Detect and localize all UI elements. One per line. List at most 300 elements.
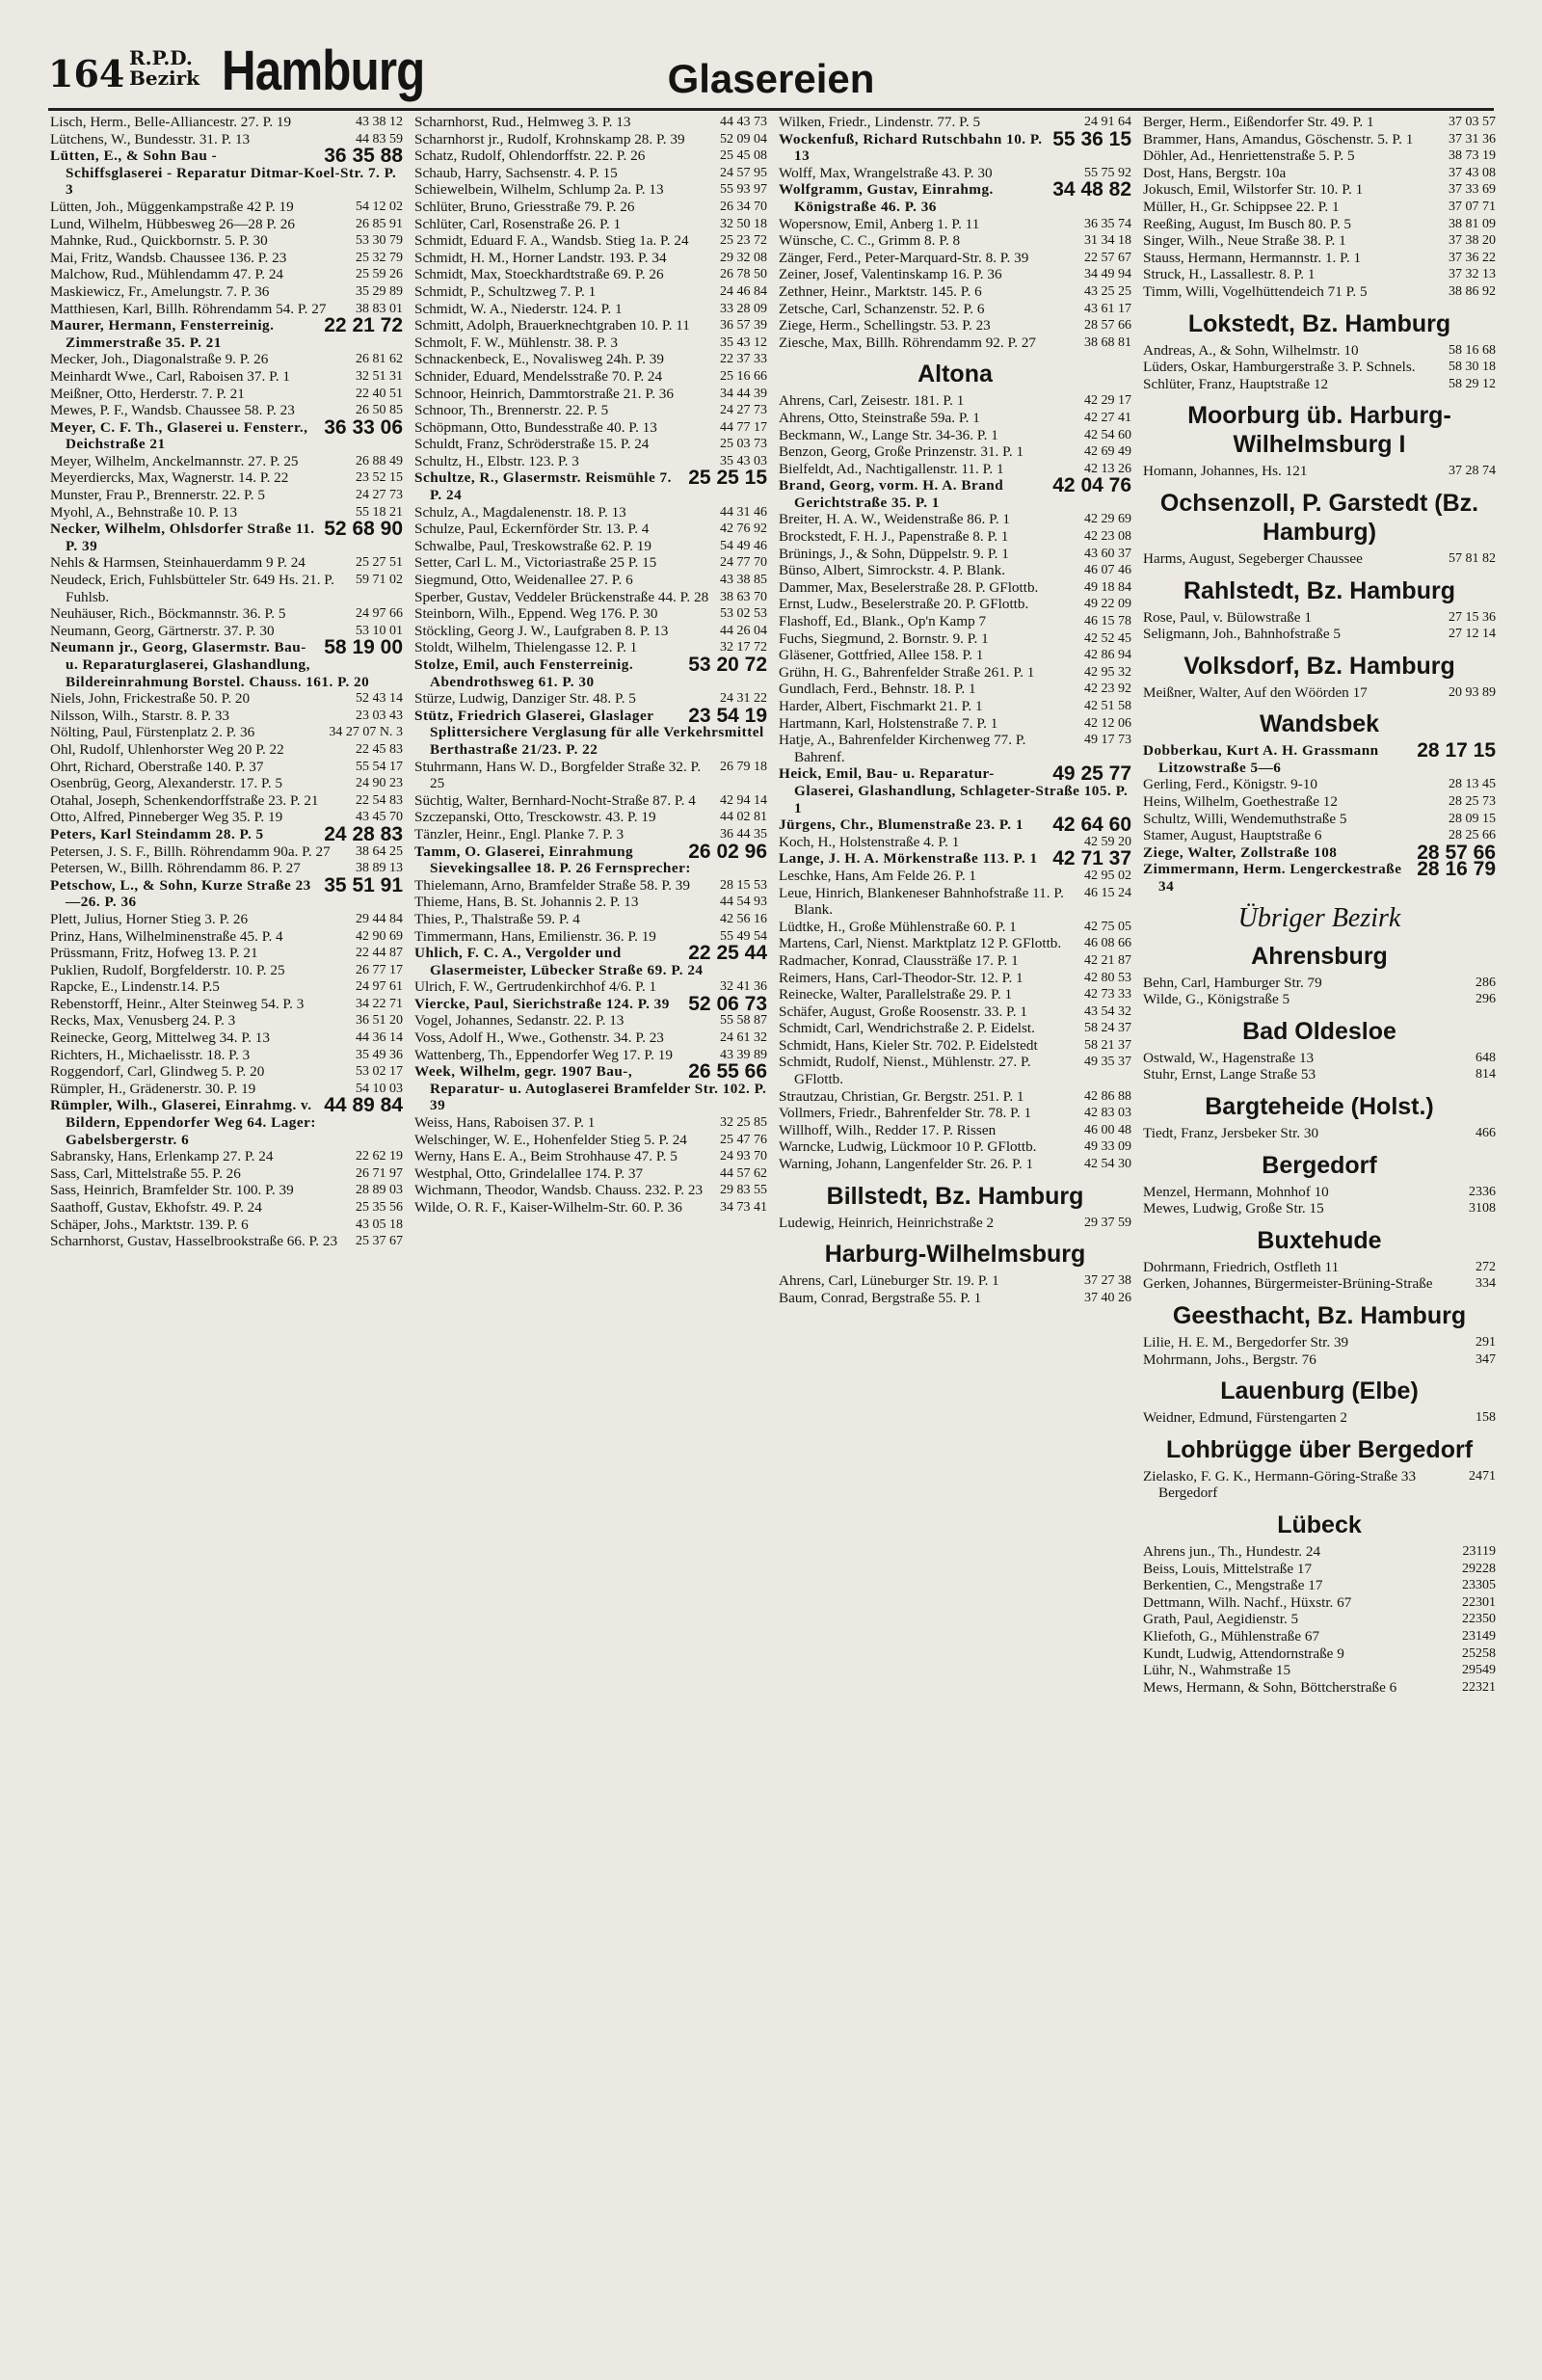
phone-number: 42 52 45 [1084, 630, 1131, 646]
listing-entry [1143, 376, 1496, 393]
entry-text: Sperber, Gustav, Veddeler Brückenstraße 44. P. 28 [414, 588, 709, 605]
phone-number: 24 90 23 [356, 776, 403, 791]
phone-number: 22 40 51 [356, 386, 403, 401]
listing-entry [1143, 266, 1496, 283]
entry-text: Gundlach, Ferd., Behnstr. 18. P. 1 [779, 681, 976, 698]
section-heading: Lauenburg (Elbe) [1220, 1377, 1419, 1405]
entry-text: Zimmermann, Herm. Lengerckestraße 34 [1143, 861, 1402, 896]
entry-text: Stamer, August, Hauptstraße 6 [1143, 827, 1322, 844]
listing-entry [1143, 1125, 1496, 1142]
listing-entry [414, 623, 767, 640]
entry-text: Leschke, Hans, Am Felde 26. P. 1 [779, 867, 977, 884]
entry-text: Brammer, Hans, Amandus, Göschenstr. 5. P. 1 [1143, 130, 1414, 147]
entry-text: Beiss, Louis, Mittelstraße 17 [1143, 1560, 1313, 1577]
entry-text: Baum, Conrad, Bergstraße 55. P. 1 [779, 1289, 982, 1306]
entry-text: Zethner, Heinr., Marktstr. 145. P. 6 [779, 282, 982, 300]
entry-text: Wilde, G., Königstraße 5 [1143, 991, 1290, 1008]
phone-number: 23 52 15 [356, 470, 403, 486]
listing-entry [414, 386, 767, 403]
listing-entry [50, 1217, 403, 1234]
entry-text: Stolze, Emil, auch Fensterreinig. Abendrothsweg 61. P. 30 [414, 656, 634, 690]
entry-text: Lund, Wilhelm, Hübbesweg 26—28 P. 26 [50, 215, 295, 232]
listing-entry [1143, 1050, 1496, 1067]
listing-entry [50, 572, 403, 605]
entry-text: Heick, Emil, Bau- u. Reparatur-Glaserei, Glashandlung, Schlageter-Straße 105. P. 1 [779, 765, 1129, 816]
entry-text: Reinecke, Walter, Parallelstraße 29. P. 1 [779, 986, 1013, 1003]
entry-text: Reimers, Hans, Carl-Theodor-Str. 12. P. 1 [779, 969, 1024, 986]
listing-entry [50, 843, 403, 861]
listing-entry [414, 1165, 767, 1183]
entry-text: Schultz, Willi, Wendemuthstraße 5 [1143, 810, 1347, 827]
phone-number: 58 16 68 [1449, 342, 1496, 358]
listing-entry [414, 317, 767, 334]
entry-text: Rümpler, Wilh., Glaserei, Einrahmg. v. Bildern, Eppendorfer Weg 64. Lager: Gabelsbergerstr. 6 [50, 1097, 316, 1148]
phone-number: 28 25 66 [1449, 828, 1496, 843]
listing-entry [414, 283, 767, 301]
entry-text: Schäper, Johs., Marktstr. 139. P. 6 [50, 1216, 249, 1233]
entry-text: Singer, Wilh., Neue Straße 38. P. 1 [1143, 232, 1346, 250]
entry-text: Myohl, A., Behnstraße 10. P. 13 [50, 503, 238, 521]
entry-text: Stoldt, Wilhelm, Thielengasse 12. P. 1 [414, 639, 638, 656]
listing-entry [779, 127, 1131, 165]
listing-entry [1143, 1561, 1496, 1578]
entry-text: Schulz, A., Magdalenenstr. 18. P. 13 [414, 503, 626, 521]
listing-entry [414, 605, 767, 623]
listing-entry [50, 1148, 403, 1165]
entry-text: Niels, John, Frickestraße 50. P. 20 [50, 690, 251, 708]
listing-entry [1143, 232, 1496, 250]
entry-text: Behn, Carl, Hamburger Str. 79 [1143, 974, 1322, 991]
phone-number: 34 22 71 [356, 996, 403, 1011]
listing-entry [1143, 1334, 1496, 1351]
listing-entry [414, 368, 767, 386]
phone-number: 52 68 90 [324, 518, 403, 541]
entry-text: Schmidt, Eduard F. A., Wandsb. Stieg 1a. P. 24 [414, 232, 689, 250]
listing-entry [50, 518, 403, 554]
entry-text: Schmolt, F. W., Mühlenstr. 38. P. 3 [414, 334, 619, 351]
phone-number: 43 45 70 [356, 810, 403, 825]
entry-text: Thieme, Hans, B. St. Johannis 2. P. 13 [414, 894, 639, 911]
entry-text: Homann, Johannes, Hs. 121 [1143, 463, 1308, 480]
entry-text: Richters, H., Michaelisstr. 18. P. 3 [50, 1046, 251, 1063]
entry-text: Beckmann, W., Lange Str. 34-36. P. 1 [779, 426, 998, 443]
listing-entry [50, 351, 403, 368]
entry-text: Meißner, Walter, Auf den Wöörden 17 [1143, 683, 1368, 701]
listing-entry [50, 759, 403, 776]
phone-number: 24 46 84 [720, 283, 767, 299]
entry-text: Wünsche, C. C., Grimm 8. P. 8 [779, 232, 961, 250]
entry-text: Berkentien, C., Mengstraße 17 [1143, 1577, 1323, 1594]
entry-text: Gerken, Johannes, Bürgermeister-Brüning-Straße [1143, 1275, 1433, 1293]
listing-entry [779, 732, 1131, 765]
phone-number: 36 44 35 [720, 826, 767, 842]
listing-entry [779, 613, 1131, 630]
listing-entry [779, 579, 1131, 597]
listing-entry [50, 114, 403, 131]
listing-entry [779, 868, 1131, 885]
entry-text: Lilie, H. E. M., Bergedorfer Str. 39 [1143, 1333, 1349, 1350]
entry-text: Maskiewicz, Fr., Amelungstr. 7. P. 36 [50, 282, 270, 300]
entry-text: Westphal, Otto, Grindelallee 174. P. 37 [414, 1164, 644, 1182]
phone-number: 158 [1476, 1410, 1496, 1426]
entry-text: Maurer, Hermann, Fensterreinig. Zimmerstraße 35. P. 21 [50, 317, 275, 351]
city-name: Hamburg [222, 40, 425, 102]
phone-number: 25 45 08 [720, 148, 767, 164]
entry-text: Radmacher, Konrad, Claussträße 17. P. 1 [779, 951, 1019, 969]
listing-entry [414, 538, 767, 555]
phone-number: 26 85 91 [356, 216, 403, 231]
entry-text: Lütten, E., & Sohn Bau - Schiffsglaserei - Reparatur Ditmar-Koel-Str. 7. P. 3 [50, 147, 397, 199]
entry-text: Reinecke, Georg, Mittelweg 34. P. 13 [50, 1030, 270, 1047]
phone-number: 28 15 53 [720, 877, 767, 893]
section-heading: Rahlstedt, Bz. Hamburg [1183, 576, 1455, 604]
phone-number: 55 18 21 [356, 504, 403, 520]
phone-number: 33 28 09 [720, 301, 767, 316]
entry-text: Jürgens, Chr., Blumenstraße 23. P. 1 [779, 816, 1024, 834]
phone-number: 37 38 20 [1449, 233, 1496, 249]
entry-text: Meyer, Wilhelm, Anckelmannstr. 27. P. 25 [50, 452, 299, 469]
entry-text: Ahrens, Carl, Lüneburger Str. 19. P. 1 [779, 1272, 999, 1290]
phone-number: 42 71 37 [1052, 847, 1131, 870]
phone-number: 37 36 22 [1449, 250, 1496, 265]
rpd-label: R.P.D. [129, 46, 193, 69]
listing-entry [1143, 858, 1496, 896]
entry-text: Dohrmann, Friedrich, Ostfleth 11 [1143, 1258, 1340, 1275]
phone-number: 28 13 45 [1449, 777, 1496, 792]
phone-number: 55 54 17 [356, 759, 403, 774]
phone-number: 28 57 66 [1417, 841, 1496, 864]
entry-text: Hartmann, Karl, Holstenstraße 7. P. 1 [779, 714, 998, 732]
phone-number: 32 17 72 [720, 640, 767, 655]
listing-entry [50, 199, 403, 216]
entry-text: Roggendorf, Carl, Glindweg 5. P. 20 [50, 1063, 265, 1081]
phone-number: 58 30 18 [1449, 360, 1496, 375]
phone-number: 296 [1476, 992, 1496, 1007]
phone-number: 42 75 05 [1084, 919, 1131, 934]
phone-number: 46 15 24 [1084, 885, 1131, 900]
phone-number: 25 25 15 [688, 467, 767, 490]
entry-text: Schuldt, Franz, Schröderstraße 15. P. 24 [414, 436, 650, 453]
entry-text: Rümpler, H., Grädenerstr. 30. P. 19 [50, 1080, 256, 1097]
entry-text: Wolff, Max, Wrangelstraße 43. P. 30 [779, 164, 993, 181]
phone-number: 37 33 69 [1449, 182, 1496, 198]
listing-entry [779, 952, 1131, 970]
entry-text: Mahnke, Rud., Quickbornstr. 5. P. 30 [50, 232, 268, 250]
entry-text: Plett, Julius, Horner Stieg 3. P. 26 [50, 910, 249, 927]
entry-text: Ludewig, Heinrich, Heinrichstraße 2 [779, 1214, 995, 1231]
entry-text: Tiedt, Franz, Jersbeker Str. 30 [1143, 1125, 1319, 1141]
phone-number: 29 37 59 [1084, 1215, 1131, 1230]
listing-entry [1143, 1543, 1496, 1561]
phone-number: 37 03 57 [1449, 115, 1496, 129]
entry-text: Dettmann, Wilh. Nachf., Hüxstr. 67 [1143, 1593, 1352, 1611]
phone-number: 38 73 19 [1449, 148, 1496, 164]
phone-number: 24 28 83 [324, 822, 403, 845]
entry-text: Welschinger, W. E., Hohenfelder Stieg 5. P. 24 [414, 1131, 687, 1148]
column-2 [414, 114, 767, 2365]
listing-entry [414, 351, 767, 368]
phone-number: 43 61 17 [1084, 301, 1131, 316]
listing-entry [414, 894, 767, 911]
listing-entry [414, 232, 767, 250]
entry-text: Wilken, Friedr., Lindenstr. 77. P. 5 [779, 114, 981, 130]
listing-entry [1143, 147, 1496, 165]
entry-text: Kliefoth, G., Mühlenstraße 67 [1143, 1627, 1320, 1645]
entry-text: Warncke, Ludwig, Lückmoor 10 P. GFlottb. [779, 1138, 1037, 1156]
entry-text: Weidner, Edmund, Fürstengarten 2 [1143, 1409, 1348, 1427]
entry-text: Schöpmann, Otto, Bundesstraße 40. P. 13 [414, 418, 657, 436]
listing-entry [414, 840, 767, 877]
entry-text: Wolfgramm, Gustav, Einrahmg. Königstraße 46. P. 36 [779, 181, 994, 215]
entry-text: Peters, Karl Steindamm 28. P. 5 [50, 825, 264, 842]
entry-text: Scharnhorst, Rud., Helmweg 3. P. 13 [414, 114, 631, 130]
phone-number: 52 09 04 [720, 131, 767, 147]
entry-text: Schiewelbein, Wilhelm, Schlump 2a. P. 13 [414, 181, 664, 199]
entry-text: Schmidt, W. A., Niederstr. 124. P. 1 [414, 300, 623, 317]
entry-text: Schnoor, Heinrich, Dammtorstraße 21. P. 36 [414, 385, 674, 402]
phone-number: 44 36 14 [356, 1030, 403, 1046]
entry-text: Thielemann, Arno, Bramfelder Straße 58. P. 39 [414, 876, 690, 894]
entry-text: Tamm, O. Glaserei, Einrahmung Sievekingsallee 18. P. 26 Fernsprecher: [414, 842, 691, 877]
phone-number: 34 27 07 N. 3 [329, 725, 403, 740]
listing-entry [414, 181, 767, 199]
entry-text: Brünings, J., & Sohn, Düppelstr. 9. P. 1 [779, 545, 1009, 562]
listing-entry [414, 792, 767, 810]
entry-text: Dammer, Max, Beselerstraße 28. P. GFlottb. [779, 578, 1039, 596]
phone-number: 25 47 76 [720, 1132, 767, 1147]
phone-number: 44 43 73 [720, 115, 767, 129]
phone-number: 54 49 46 [720, 538, 767, 553]
listing-entry [414, 1148, 767, 1165]
header-rule [48, 108, 1494, 111]
entry-text: Gerling, Ferd., Königstr. 9-10 [1143, 776, 1317, 793]
listing-entry [414, 992, 767, 1015]
listing-entry [50, 792, 403, 810]
phone-number: 46 08 66 [1084, 936, 1131, 951]
entry-text: Ernst, Ludw., Beselerstraße 20. P. GFlottb. [779, 596, 1029, 613]
listing-entry [50, 487, 403, 504]
entry-text: Schmitt, Adolph, Brauerknechtgraben 10. P. 11 [414, 317, 690, 334]
phone-number: 53 02 17 [356, 1064, 403, 1080]
listing-entry [779, 443, 1131, 461]
entry-text: Ahrens, Carl, Zeisestr. 181. P. 1 [779, 392, 965, 410]
phone-number: 49 33 09 [1084, 1139, 1131, 1155]
entry-text: Stuhrmann, Hans W. D., Borgfelder Straße 32. P. 25 [414, 758, 702, 792]
phone-number: 22321 [1462, 1679, 1496, 1695]
phone-number: 42 90 69 [356, 928, 403, 944]
entry-text: Andreas, A., & Sohn, Wilhelmstr. 10 [1143, 341, 1359, 359]
entry-text: Lühr, N., Wahmstraße 15 [1143, 1662, 1291, 1679]
listing-entry [50, 554, 403, 572]
listing-entry [414, 572, 767, 589]
listing-entry [779, 1105, 1131, 1122]
phone-number: 34 48 82 [1052, 178, 1131, 201]
entry-text: Berger, Herm., Eißendorfer Str. 49. P. 1 [1143, 114, 1374, 130]
entry-text: Weiss, Hans, Raboisen 37. P. 1 [414, 1114, 596, 1132]
listing-entry [50, 1063, 403, 1081]
phone-number: 22 44 87 [356, 946, 403, 961]
phone-number: 22 45 83 [356, 741, 403, 757]
listing-entry [779, 596, 1131, 613]
listing-entry [414, 554, 767, 572]
phone-number: 36 57 39 [720, 318, 767, 334]
phone-number: 22350 [1462, 1612, 1496, 1627]
phone-number: 37 43 08 [1449, 165, 1496, 180]
phone-number: 57 81 82 [1449, 550, 1496, 566]
phone-number: 38 86 92 [1449, 283, 1496, 299]
entry-text: Setter, Carl L. M., Victoriastraße 25 P. 15 [414, 554, 657, 572]
entry-text: Matthiesen, Karl, Billh. Röhrendamm 54. P. 27 [50, 300, 327, 317]
phone-number: 20 93 89 [1449, 684, 1496, 700]
entry-text: Schaub, Harry, Sachsenstr. 4. P. 15 [414, 164, 618, 181]
phone-number: 35 29 89 [356, 283, 403, 299]
entry-text: Sabransky, Hans, Erlenkamp 27. P. 24 [50, 1148, 274, 1165]
listing-entry [1143, 776, 1496, 793]
listing-entry [779, 847, 1131, 870]
entry-text: Mai, Fritz, Wandsb. Chaussee 136. P. 23 [50, 249, 287, 266]
phone-number: 27 15 36 [1449, 609, 1496, 625]
phone-number: 46 07 46 [1084, 563, 1131, 578]
entry-text: Schnider, Eduard, Mendelsstraße 70. P. 24 [414, 367, 663, 385]
listing-entry [1143, 199, 1496, 216]
entry-text: Szczepanski, Otto, Tresckowstr. 43. P. 19 [414, 809, 656, 826]
listing-entry [779, 1088, 1131, 1106]
entry-text: Uhlich, F. C. A., Vergolder und Glasermeister, Lübecker Straße 69. P. 24 [414, 945, 704, 978]
phone-number: 42 69 49 [1084, 444, 1131, 460]
entry-text: Harder, Albert, Fischmarkt 21. P. 1 [779, 698, 983, 714]
phone-number: 37 32 13 [1449, 267, 1496, 282]
phone-number: 23305 [1462, 1578, 1496, 1593]
listing-entry [50, 741, 403, 759]
listing-entry [414, 1060, 767, 1114]
phone-number: 28 09 15 [1449, 811, 1496, 826]
listing-entry [1143, 1594, 1496, 1612]
phone-number: 25 23 72 [720, 233, 767, 249]
phone-number: 44 54 93 [720, 895, 767, 910]
section-heading: Bad Oldesloe [1242, 1017, 1396, 1045]
listing-entry [50, 1182, 403, 1199]
entry-text: Nölting, Paul, Fürstenplatz 2. P. 36 [50, 724, 255, 741]
entry-text: Dost, Hans, Bergstr. 10a [1143, 164, 1287, 181]
listing-entry [50, 469, 403, 487]
listing-entry [50, 822, 403, 845]
phone-number: 24 91 64 [1084, 115, 1131, 129]
phone-number: 37 31 36 [1449, 131, 1496, 147]
entry-text: Meyer, C. F. Th., Glaserei u. Fensterr., Deichstraße 21 [50, 418, 308, 453]
entry-text: Mewes, P. F., Wandsb. Chaussee 58. P. 23 [50, 402, 295, 419]
entry-text: Nilsson, Wilh., Starstr. 8. P. 33 [50, 707, 230, 724]
entry-text: Schmidt, Hans, Kieler Str. 702. P. Eidelstedt [779, 1036, 1038, 1054]
listing-entry [1143, 991, 1496, 1008]
entry-text: Schatz, Rudolf, Ohlendorffstr. 22. P. 26 [414, 147, 646, 165]
listing-entry [50, 690, 403, 708]
entry-text: Schulze, Paul, Eckernförder Str. 13. P. 4 [414, 521, 650, 538]
entry-text: Wattenberg, Th., Eppendorfer Weg 17. P. 19 [414, 1046, 673, 1063]
phone-number: 44 02 81 [720, 810, 767, 825]
entry-text: Hatje, A., Bahrenfelder Kirchenweg 77. P. Bahrenf. [779, 732, 1026, 765]
listing-entry [1143, 114, 1496, 131]
phone-number: 42 12 06 [1084, 715, 1131, 731]
listing-entry [50, 945, 403, 962]
listing-entry [779, 250, 1131, 267]
listing-entry [414, 759, 767, 792]
listing-entry [414, 911, 767, 928]
listing-entry [50, 1165, 403, 1183]
phone-number: 24 77 70 [720, 555, 767, 571]
phone-number: 52 43 14 [356, 691, 403, 707]
listing-entry [50, 1030, 403, 1047]
section-heading: Lokstedt, Bz. Hamburg [1187, 309, 1451, 337]
entry-text: Tänzler, Heinr., Engl. Planke 7. P. 3 [414, 825, 625, 842]
phone-number: 26 77 17 [356, 962, 403, 977]
entry-text: Martens, Carl, Nienst. Marktplatz 12 P. GFlottb. [779, 935, 1062, 952]
listing-entry [414, 704, 767, 759]
phone-number: 29549 [1462, 1663, 1496, 1678]
phone-number: 28 16 79 [1417, 858, 1496, 881]
phone-number: 42 29 17 [1084, 393, 1131, 409]
listing-entry [50, 928, 403, 946]
phone-number: 43 39 89 [720, 1047, 767, 1062]
listing-entry [414, 131, 767, 148]
entry-text: Breiter, H. A. W., Weidenstraße 86. P. 1 [779, 511, 1011, 528]
phone-number: 24 97 61 [356, 979, 403, 995]
phone-number: 38 81 09 [1449, 216, 1496, 231]
phone-number: 44 26 04 [720, 623, 767, 638]
listing-entry [414, 402, 767, 419]
listing-entry [779, 427, 1131, 444]
entry-text: Schmidt, P., Schultzweg 7. P. 1 [414, 282, 597, 300]
listing-entry [50, 368, 403, 386]
entry-text: Prinz, Hans, Wilhelminenstraße 45. P. 4 [50, 927, 283, 945]
entry-text: Lütchens, W., Bundesstr. 31. P. 13 [50, 130, 251, 147]
listing-entry [1143, 216, 1496, 233]
listing-entry [414, 1012, 767, 1030]
listing-entry [779, 392, 1131, 410]
phone-number: 44 77 17 [720, 419, 767, 435]
listing-entry [414, 469, 767, 503]
entry-text: Benzon, Georg, Große Prinzenstr. 31. P. 1 [779, 443, 1024, 461]
phone-number: 58 24 37 [1084, 1021, 1131, 1036]
entry-text: Wopersnow, Emil, Anberg 1. P. 11 [779, 215, 980, 232]
listing-entry [414, 1030, 767, 1047]
listing-entry [1143, 181, 1496, 199]
entry-text: Seligmann, Joh., Bahnhofstraße 5 [1143, 626, 1342, 643]
listing-entry [1143, 1468, 1496, 1502]
phone-number: 24 61 32 [720, 1030, 767, 1046]
phone-number: 25 59 26 [356, 267, 403, 282]
entry-text: Kundt, Ludwig, Attendornstraße 9 [1143, 1645, 1344, 1662]
listing-entry [779, 474, 1131, 511]
entry-text: Schäfer, August, Große Roosenstr. 33. P. 1 [779, 1003, 1027, 1020]
phone-number: 22 21 72 [324, 314, 403, 337]
phone-number: 53 30 79 [356, 233, 403, 249]
phone-number: 42 64 60 [1052, 814, 1131, 837]
listing-entry [779, 546, 1131, 563]
phone-number: 29 32 08 [720, 250, 767, 265]
phone-number: 49 25 77 [1052, 762, 1131, 786]
entry-text: Warning, Johann, Langenfelder Str. 26. P. 1 [779, 1156, 1034, 1173]
entry-text: Timmermann, Hans, Emilienstr. 36. P. 19 [414, 927, 656, 945]
listing-entry [779, 630, 1131, 648]
phone-number: 35 43 12 [720, 334, 767, 350]
listing-entry [779, 562, 1131, 579]
entry-text: Rebenstorff, Heinr., Alter Steinweg 54. P. 3 [50, 995, 305, 1012]
entry-text: Recks, Max, Venusberg 24. P. 3 [50, 1012, 236, 1030]
entry-text: Munster, Frau P., Brennerstr. 22. P. 5 [50, 487, 265, 504]
phone-number: 58 21 37 [1084, 1037, 1131, 1053]
phone-number: 28 17 15 [1417, 739, 1496, 762]
phone-number: 44 31 46 [720, 504, 767, 520]
